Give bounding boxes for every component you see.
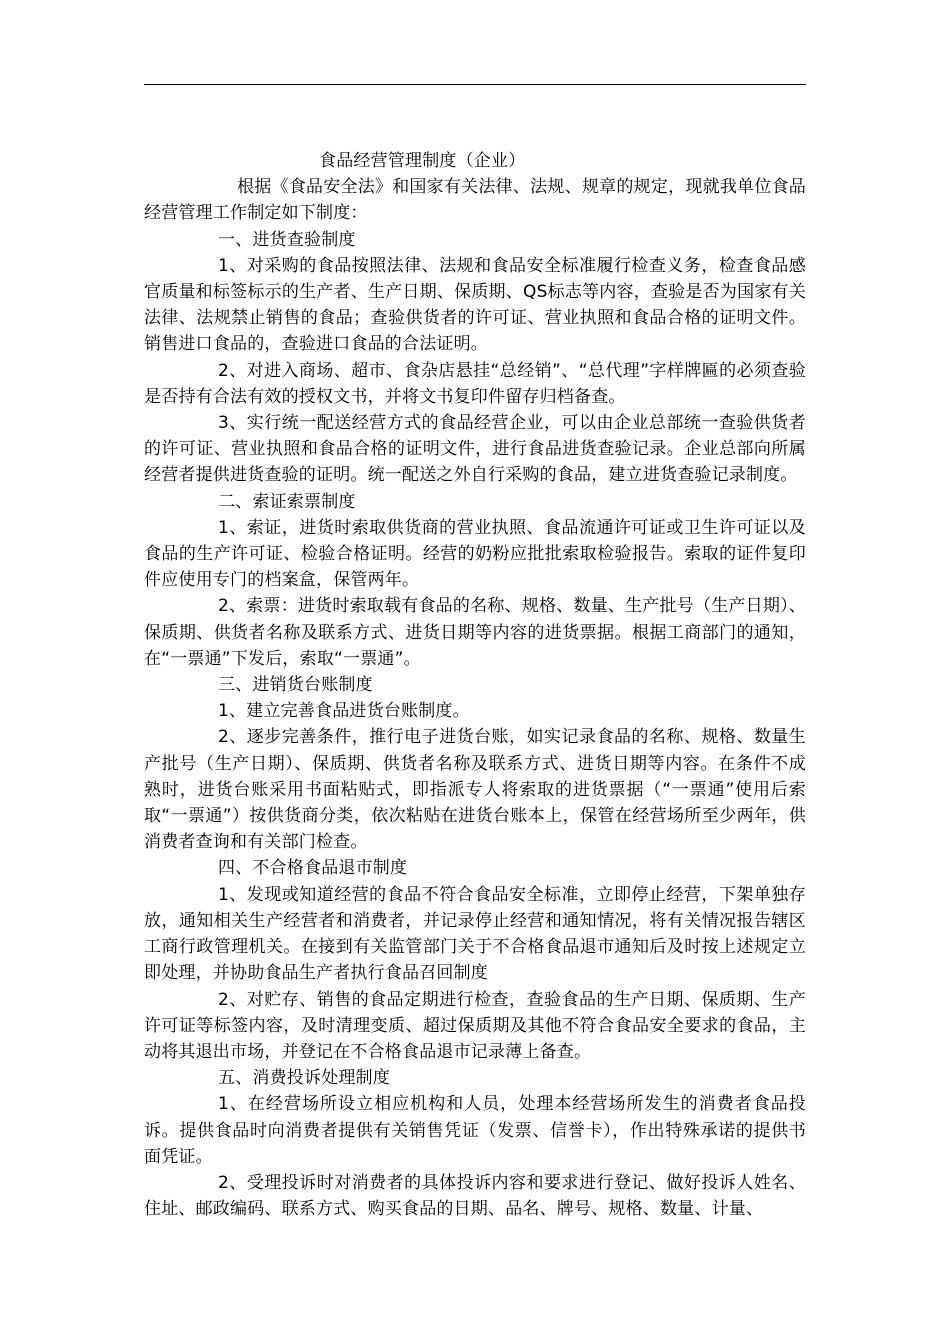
section-heading: 二、索证索票制度 — [218, 491, 356, 512]
section-heading: 三、进销货台账制度 — [218, 675, 373, 696]
section-heading: 一、进货查验制度 — [218, 229, 356, 250]
paragraph: 3、实行统一配送经营方式的食品经营企业，可以由企业总部统一查验供货者的许可证、营业执照和食品合格的证明文件，进行食品进货查验记录。企业总部向所属经营者提供进货查验的证明。统一配送之外自行采购的食品，建立进货查验记录制度。 — [144, 413, 806, 486]
document-title: 食品经营管理制度（企业） — [319, 151, 526, 171]
paragraph: 1、发现或知道经营的食品不符合食品安全标准，立即停止经营，下架单独存放，通知相关生产经营者和消费者，并记录停止经营和通知情况，将有关情况报告辖区工商行政管理机关。在接到有关监管部门关于不合格食品退市通知后及时按上述规定立即处理，并协助食品生产者执行食品召回制度 — [144, 884, 806, 984]
section-heading: 四、不合格食品退市制度 — [218, 858, 408, 879]
intro-paragraph: 根据《食品安全法》和国家有关法律、法规、规章的规定，现就我单位食品经营管理工作制定如下制度： — [144, 177, 806, 224]
paragraph: 1、对采购的食品按照法律、法规和食品安全标准履行检查义务，检查食品感官质量和标签标示的生产者、生产日期、保质期、QS标志等内容，查验是否为国家有关法律、法规禁止销售的食品；查验供货者的许可证、营业执照和食品合格的证明文件。销售进口食品的，查验进口食品的合法证明。 — [144, 255, 806, 355]
paragraph: 2、受理投诉时对消费者的具体投诉内容和要求进行登记、做好投诉人姓名、住址、邮政编码、联系方式、购买食品的日期、品名、牌号、规格、数量、计量、 — [144, 1172, 806, 1220]
paragraph: 2、索票：进货时索取载有食品的名称、规格、数量、生产批号（生产日期）、保质期、供货者名称及联系方式、进货日期等内容的进货票据。根据工商部门的通知，在“一票通”下发后，索取“一票通”。 — [144, 596, 806, 669]
header-rule — [144, 84, 806, 85]
paragraph: 2、对贮存、销售的食品定期进行检查，查验食品的生产日期、保质期、生产许可证等标签内容，及时清理变质、超过保质期及其他不符合食品安全要求的食品，主动将其退出市场，并登记在不合格食品退市记录薄上备查。 — [144, 989, 806, 1062]
paragraph: 1、建立完善食品进货台账制度。 — [218, 701, 470, 722]
paragraph: 1、在经营场所设立相应机构和人员，处理本经营场所发生的消费者食品投诉。提供食品时向消费者提供有关销售凭证（发票、信誉卡），作出特殊承诺的提供书面凭证。 — [144, 1094, 806, 1167]
section-heading: 五、消费投诉处理制度 — [218, 1068, 390, 1089]
paragraph: 2、对进入商场、超市、食杂店悬挂“总经销”、“总代理”字样牌匾的必须查验是否持有合法有效的授权文书，并将文书复印件留存归档备查。 — [144, 360, 806, 407]
paragraph: 2、逐步完善条件，推行电子进货台账，如实记录食品的名称、规格、数量生产批号（生产日期）、保质期、供货者名称及联系方式、进货日期等内容。在条件不成熟时，进货台账采用书面粘贴式，即指派专人将索取的进货票据（“一票通”使用后索取“一票通”）按供货商分类，依次粘贴在进货台账本上，保管在经营场所至少两年，供消费者查询和有关部门检查。 — [144, 727, 806, 853]
paragraph: 1、索证，进货时索取供货商的营业执照、食品流通许可证或卫生许可证以及食品的生产许可证、检验合格证明。经营的奶粉应批批索取检验报告。索取的证件复印件应使用专门的档案盒，保管两年。 — [144, 517, 806, 591]
document-body — [144, 148, 806, 1222]
